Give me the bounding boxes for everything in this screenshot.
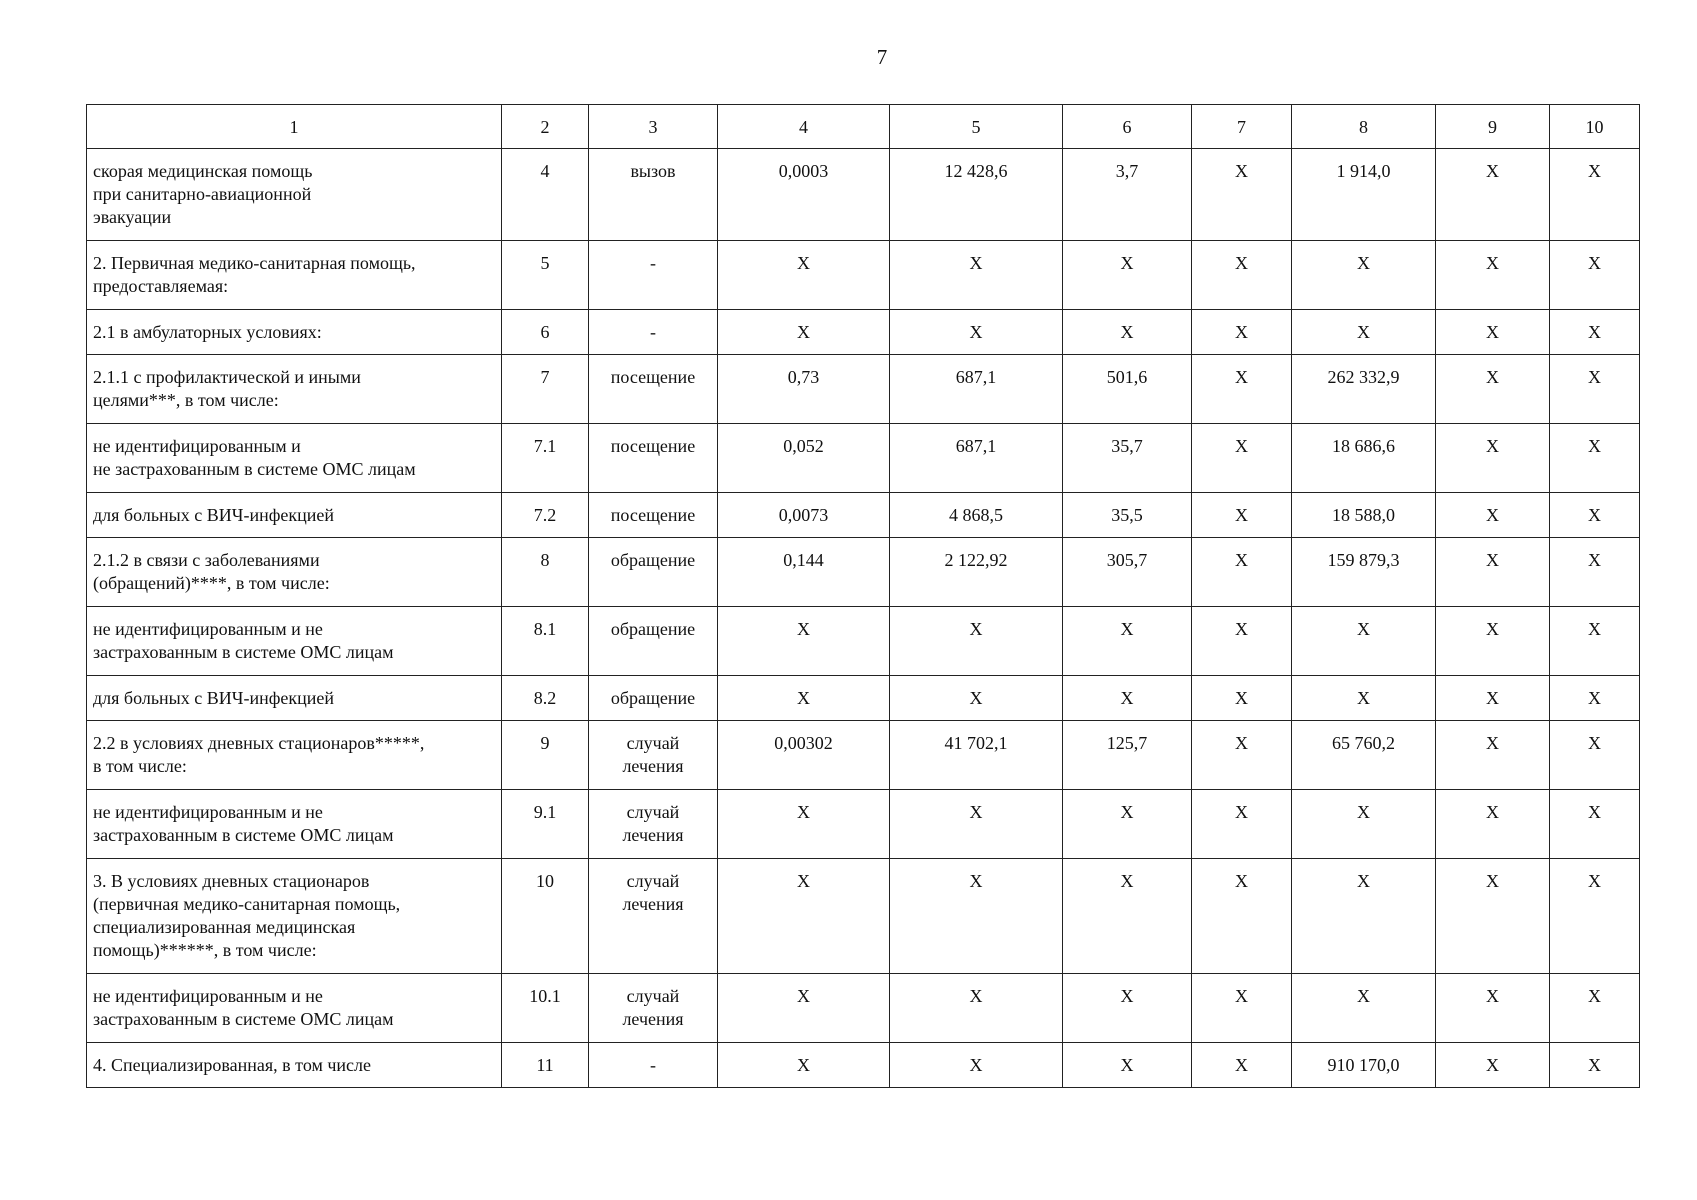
- col-10-cell: Х: [1550, 355, 1640, 424]
- row-name-cell: 4. Специализированная, в том числе: [87, 1043, 502, 1088]
- header-cell: 2: [502, 105, 589, 149]
- header-cell: 5: [890, 105, 1063, 149]
- col-10-cell: Х: [1550, 424, 1640, 493]
- col-10-cell: Х: [1550, 607, 1640, 676]
- col-6-cell: 501,6: [1063, 355, 1192, 424]
- col-4-cell: 0,144: [718, 538, 890, 607]
- col-4-cell: Х: [718, 974, 890, 1043]
- row-name-cell: не идентифицированным и не застрахованным в системе ОМС лицам: [87, 790, 502, 859]
- col-5-cell: Х: [890, 1043, 1063, 1088]
- table-row: [87, 493, 1640, 538]
- col-10-cell: Х: [1550, 859, 1640, 974]
- col-7-cell: Х: [1192, 721, 1292, 790]
- col-9-cell: Х: [1436, 676, 1550, 721]
- table-row: [87, 974, 1640, 1043]
- row-code-cell: 8.1: [502, 607, 589, 676]
- col-7-cell: Х: [1192, 676, 1292, 721]
- unit-cell: посещение: [589, 493, 718, 538]
- col-5-cell: Х: [890, 859, 1063, 974]
- table-body: [87, 105, 1640, 1088]
- col-10-cell: Х: [1550, 790, 1640, 859]
- table-row: [87, 355, 1640, 424]
- unit-cell: вызов: [589, 149, 718, 241]
- table-row: [87, 424, 1640, 493]
- table-row: [87, 241, 1640, 310]
- col-6-cell: Х: [1063, 859, 1192, 974]
- col-10-cell: Х: [1550, 310, 1640, 355]
- col-8-cell: 159 879,3: [1292, 538, 1436, 607]
- col-10-cell: Х: [1550, 721, 1640, 790]
- row-code-cell: 10.1: [502, 974, 589, 1043]
- col-6-cell: 125,7: [1063, 721, 1192, 790]
- row-name-cell: 2.2 в условиях дневных стационаров*****, в том числе:: [87, 721, 502, 790]
- unit-cell: обращение: [589, 676, 718, 721]
- row-name-cell: 2. Первичная медико-санитарная помощь, предоставляемая:: [87, 241, 502, 310]
- col-10-cell: Х: [1550, 1043, 1640, 1088]
- unit-cell: обращение: [589, 607, 718, 676]
- header-cell: 3: [589, 105, 718, 149]
- col-9-cell: Х: [1436, 790, 1550, 859]
- header-cell: 6: [1063, 105, 1192, 149]
- col-8-cell: Х: [1292, 607, 1436, 676]
- unit-cell: случай лечения: [589, 721, 718, 790]
- page-number: 7: [876, 45, 888, 69]
- row-name-cell: для больных с ВИЧ-инфекцией: [87, 676, 502, 721]
- col-6-cell: Х: [1063, 607, 1192, 676]
- col-6-cell: 35,5: [1063, 493, 1192, 538]
- col-8-cell: 65 760,2: [1292, 721, 1436, 790]
- header-cell: 10: [1550, 105, 1640, 149]
- table-row: [87, 607, 1640, 676]
- unit-cell: случай лечения: [589, 790, 718, 859]
- col-4-cell: 0,73: [718, 355, 890, 424]
- row-name-cell: 3. В условиях дневных стационаров (первичная медико-санитарная помощь, специализированная медицинская помощь)******, в том числе:: [87, 859, 502, 974]
- table-row: [87, 310, 1640, 355]
- table-row: [87, 676, 1640, 721]
- col-6-cell: 305,7: [1063, 538, 1192, 607]
- col-9-cell: Х: [1436, 974, 1550, 1043]
- col-7-cell: Х: [1192, 241, 1292, 310]
- col-5-cell: Х: [890, 607, 1063, 676]
- col-9-cell: Х: [1436, 424, 1550, 493]
- header-cell: 8: [1292, 105, 1436, 149]
- table-row: [87, 790, 1640, 859]
- unit-cell: -: [589, 241, 718, 310]
- col-9-cell: Х: [1436, 241, 1550, 310]
- header-cell: 7: [1192, 105, 1292, 149]
- data-table: [86, 104, 1640, 1088]
- col-7-cell: Х: [1192, 974, 1292, 1043]
- header-cell: 1: [87, 105, 502, 149]
- table-row: [87, 538, 1640, 607]
- unit-cell: -: [589, 1043, 718, 1088]
- col-4-cell: Х: [718, 310, 890, 355]
- col-9-cell: Х: [1436, 1043, 1550, 1088]
- row-name-cell: не идентифицированным и не застрахованным в системе ОМС лицам: [87, 424, 502, 493]
- row-code-cell: 5: [502, 241, 589, 310]
- col-4-cell: Х: [718, 1043, 890, 1088]
- col-5-cell: Х: [890, 974, 1063, 1043]
- col-9-cell: Х: [1436, 493, 1550, 538]
- col-4-cell: Х: [718, 676, 890, 721]
- col-4-cell: 0,00302: [718, 721, 890, 790]
- header-cell: 9: [1436, 105, 1550, 149]
- col-8-cell: Х: [1292, 310, 1436, 355]
- row-name-cell: 2.1.2 в связи с заболеваниями (обращений)****, в том числе:: [87, 538, 502, 607]
- col-5-cell: 687,1: [890, 355, 1063, 424]
- row-code-cell: 6: [502, 310, 589, 355]
- table-row: [87, 721, 1640, 790]
- col-4-cell: 0,0073: [718, 493, 890, 538]
- col-7-cell: Х: [1192, 859, 1292, 974]
- col-9-cell: Х: [1436, 310, 1550, 355]
- col-6-cell: Х: [1063, 310, 1192, 355]
- unit-cell: обращение: [589, 538, 718, 607]
- col-6-cell: Х: [1063, 241, 1192, 310]
- col-7-cell: Х: [1192, 424, 1292, 493]
- col-8-cell: Х: [1292, 676, 1436, 721]
- col-6-cell: Х: [1063, 790, 1192, 859]
- col-9-cell: Х: [1436, 859, 1550, 974]
- col-7-cell: Х: [1192, 538, 1292, 607]
- col-6-cell: Х: [1063, 974, 1192, 1043]
- col-4-cell: Х: [718, 859, 890, 974]
- col-8-cell: 910 170,0: [1292, 1043, 1436, 1088]
- col-7-cell: Х: [1192, 790, 1292, 859]
- header-cell: 4: [718, 105, 890, 149]
- col-10-cell: Х: [1550, 149, 1640, 241]
- col-7-cell: Х: [1192, 149, 1292, 241]
- col-5-cell: Х: [890, 310, 1063, 355]
- row-code-cell: 9.1: [502, 790, 589, 859]
- row-code-cell: 8.2: [502, 676, 589, 721]
- col-8-cell: Х: [1292, 859, 1436, 974]
- col-5-cell: Х: [890, 676, 1063, 721]
- row-name-cell: не идентифицированным и не застрахованным в системе ОМС лицам: [87, 974, 502, 1043]
- col-8-cell: Х: [1292, 790, 1436, 859]
- row-name-cell: для больных с ВИЧ-инфекцией: [87, 493, 502, 538]
- unit-cell: посещение: [589, 355, 718, 424]
- table-row: [87, 149, 1640, 241]
- row-code-cell: 8: [502, 538, 589, 607]
- row-code-cell: 4: [502, 149, 589, 241]
- col-5-cell: 687,1: [890, 424, 1063, 493]
- col-9-cell: Х: [1436, 607, 1550, 676]
- col-6-cell: 3,7: [1063, 149, 1192, 241]
- row-code-cell: 9: [502, 721, 589, 790]
- col-5-cell: 4 868,5: [890, 493, 1063, 538]
- header-row: [87, 105, 1640, 149]
- table-row: [87, 859, 1640, 974]
- col-5-cell: Х: [890, 241, 1063, 310]
- unit-cell: -: [589, 310, 718, 355]
- col-7-cell: Х: [1192, 310, 1292, 355]
- col-4-cell: Х: [718, 607, 890, 676]
- row-code-cell: 7: [502, 355, 589, 424]
- col-5-cell: Х: [890, 790, 1063, 859]
- col-4-cell: 0,052: [718, 424, 890, 493]
- col-8-cell: 1 914,0: [1292, 149, 1436, 241]
- col-5-cell: 2 122,92: [890, 538, 1063, 607]
- row-name-cell: не идентифицированным и не застрахованным в системе ОМС лицам: [87, 607, 502, 676]
- unit-cell: случай лечения: [589, 974, 718, 1043]
- col-9-cell: Х: [1436, 721, 1550, 790]
- col-8-cell: Х: [1292, 241, 1436, 310]
- col-6-cell: 35,7: [1063, 424, 1192, 493]
- col-7-cell: Х: [1192, 355, 1292, 424]
- col-10-cell: Х: [1550, 974, 1640, 1043]
- col-8-cell: Х: [1292, 974, 1436, 1043]
- col-7-cell: Х: [1192, 493, 1292, 538]
- row-name-cell: скорая медицинская помощь при санитарно-авиационной эвакуации: [87, 149, 502, 241]
- col-10-cell: Х: [1550, 241, 1640, 310]
- col-9-cell: Х: [1436, 355, 1550, 424]
- col-7-cell: Х: [1192, 1043, 1292, 1088]
- col-4-cell: 0,0003: [718, 149, 890, 241]
- row-code-cell: 7.1: [502, 424, 589, 493]
- row-code-cell: 11: [502, 1043, 589, 1088]
- col-5-cell: 41 702,1: [890, 721, 1063, 790]
- col-6-cell: Х: [1063, 676, 1192, 721]
- row-name-cell: 2.1.1 с профилактической и иными целями***, в том числе:: [87, 355, 502, 424]
- col-9-cell: Х: [1436, 538, 1550, 607]
- col-6-cell: Х: [1063, 1043, 1192, 1088]
- col-4-cell: Х: [718, 790, 890, 859]
- row-code-cell: 7.2: [502, 493, 589, 538]
- col-10-cell: Х: [1550, 676, 1640, 721]
- col-8-cell: 18 686,6: [1292, 424, 1436, 493]
- col-5-cell: 12 428,6: [890, 149, 1063, 241]
- col-10-cell: Х: [1550, 538, 1640, 607]
- col-8-cell: 18 588,0: [1292, 493, 1436, 538]
- row-name-cell: 2.1 в амбулаторных условиях:: [87, 310, 502, 355]
- col-10-cell: Х: [1550, 493, 1640, 538]
- unit-cell: посещение: [589, 424, 718, 493]
- unit-cell: случай лечения: [589, 859, 718, 974]
- col-4-cell: Х: [718, 241, 890, 310]
- table-row: [87, 1043, 1640, 1088]
- col-7-cell: Х: [1192, 607, 1292, 676]
- col-8-cell: 262 332,9: [1292, 355, 1436, 424]
- col-9-cell: Х: [1436, 149, 1550, 241]
- row-code-cell: 10: [502, 859, 589, 974]
